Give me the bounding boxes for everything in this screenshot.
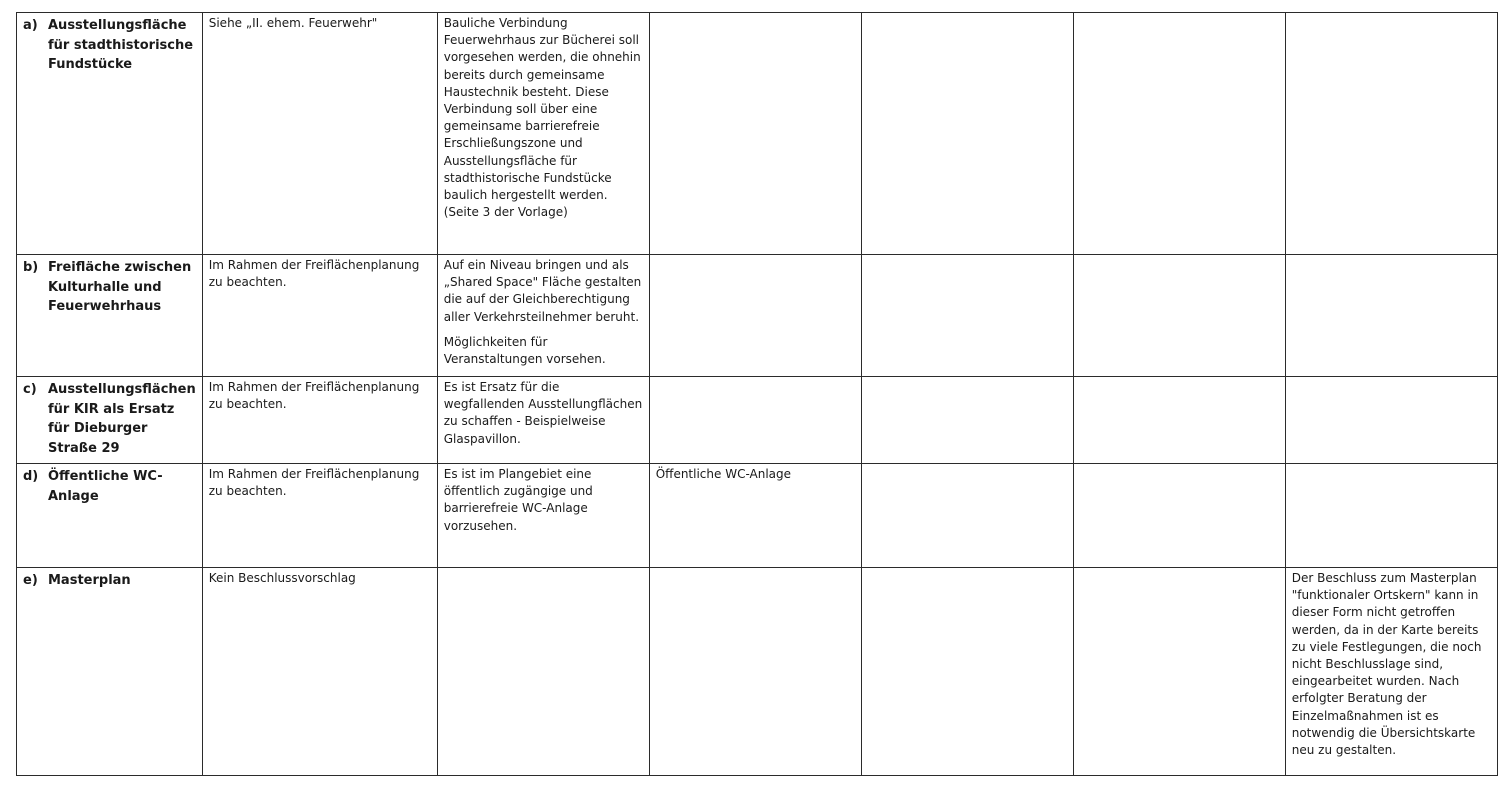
- table-row: [17, 568, 1498, 776]
- description-cell: [437, 13, 649, 255]
- empty-cell: [649, 255, 861, 377]
- topic-title: Ausstellungsfläche für stadthistorische Fundstücke: [48, 18, 194, 72]
- table-row: [17, 377, 1498, 464]
- description-cell: [437, 377, 649, 464]
- empty-cell: [1073, 568, 1285, 776]
- description-cell: [437, 464, 649, 568]
- empty-cell: [861, 464, 1073, 568]
- description-cell: [437, 255, 649, 377]
- remarks-cell: [1285, 255, 1497, 377]
- recommendation-cell: [202, 377, 437, 464]
- cell-text: Im Rahmen der Freiflächenplanung zu beachten.: [208, 467, 420, 499]
- topic-cell: [17, 464, 203, 568]
- row-index: c): [23, 382, 37, 397]
- cell-text: Bauliche Verbindung Feuerwehrhaus zur Bücherei soll vorgesehen werden, die ohnehin bereits durch gemeinsame Haustechnik besteht. Diese Verbindung soll über eine gemeinsame barrierefreie Erschließungszone und Ausstellungsfläche für stadthistorische Fundstücke baulich hergestellt werden. (Seite 3 der Vorlage): [443, 16, 641, 220]
- topic-cell: [17, 568, 203, 776]
- cell-text: Im Rahmen der Freiflächenplanung zu beachten.: [208, 380, 420, 412]
- row-index: b): [23, 260, 39, 275]
- topic-title: Öffentliche WC-Anlage: [48, 469, 163, 504]
- remarks-cell: [1285, 13, 1497, 255]
- cell-text: Auf ein Niveau bringen und als „Shared Space" Fläche gestalten die auf der Gleichberechtigung aller Verkehrsteilnehmer beruht.: [443, 258, 642, 324]
- cell-text: Der Beschluss zum Masterplan "funktionaler Ortskern" kann in dieser Form nicht getroffen werden, da in der Karte bereits zu viele Festlegungen, die noch nicht Beschlusslage sind, eingearbeitet wurden. Nach erfolgter Beratung der Einzelmaßnahmen ist es notwendig die Übersichtskarte neu zu gestalten.: [1291, 571, 1482, 758]
- empty-cell: [1073, 377, 1285, 464]
- recommendation-cell: [202, 464, 437, 568]
- topic-cell: [17, 377, 203, 464]
- recommendation-cell: [202, 255, 437, 377]
- cell-text: Es ist im Plangebiet eine öffentlich zugängige und barrierefreie WC-Anlage vorzusehen.: [443, 467, 593, 533]
- empty-cell: [1073, 13, 1285, 255]
- topic-title: Ausstellungsflächen für KIR als Ersatz für Dieburger Straße 29: [48, 382, 196, 456]
- decision-table: [16, 12, 1498, 776]
- table-row: [17, 13, 1498, 255]
- table-row: [17, 255, 1498, 377]
- cell-text: Es ist Ersatz für die wegfallenden Ausstellungflächen zu schaffen - Beispielweise Glaspavillon.: [443, 380, 643, 446]
- remarks-cell: [1285, 377, 1497, 464]
- measure-cell: [649, 464, 861, 568]
- row-index: d): [23, 469, 39, 484]
- cell-text: Öffentliche WC-Anlage: [655, 467, 792, 481]
- empty-cell: [649, 568, 861, 776]
- topic-cell: [17, 255, 203, 377]
- table-row: [17, 464, 1498, 568]
- remarks-cell: [1285, 568, 1497, 776]
- empty-cell: [1073, 464, 1285, 568]
- topic-cell: [17, 13, 203, 255]
- recommendation-cell: [202, 13, 437, 255]
- empty-cell: [649, 13, 861, 255]
- topic-title: Freifläche zwischen Kulturhalle und Feuerwehrhaus: [48, 260, 192, 314]
- topic-title: Masterplan: [48, 573, 131, 588]
- recommendation-cell: [202, 568, 437, 776]
- empty-cell: [649, 377, 861, 464]
- empty-cell: [861, 568, 1073, 776]
- row-index: e): [23, 573, 38, 588]
- row-index: a): [23, 18, 38, 33]
- empty-cell: [861, 13, 1073, 255]
- cell-text: Kein Beschlussvorschlag: [208, 571, 356, 585]
- description-cell: [437, 568, 649, 776]
- cell-text: Möglichkeiten für Veranstaltungen vorsehen.: [443, 334, 606, 367]
- cell-text: Im Rahmen der Freiflächenplanung zu beachten.: [208, 258, 420, 290]
- empty-cell: [861, 377, 1073, 464]
- empty-cell: [1073, 255, 1285, 377]
- cell-text: Siehe „II. ehem. Feuerwehr": [208, 16, 378, 30]
- remarks-cell: [1285, 464, 1497, 568]
- empty-cell: [861, 255, 1073, 377]
